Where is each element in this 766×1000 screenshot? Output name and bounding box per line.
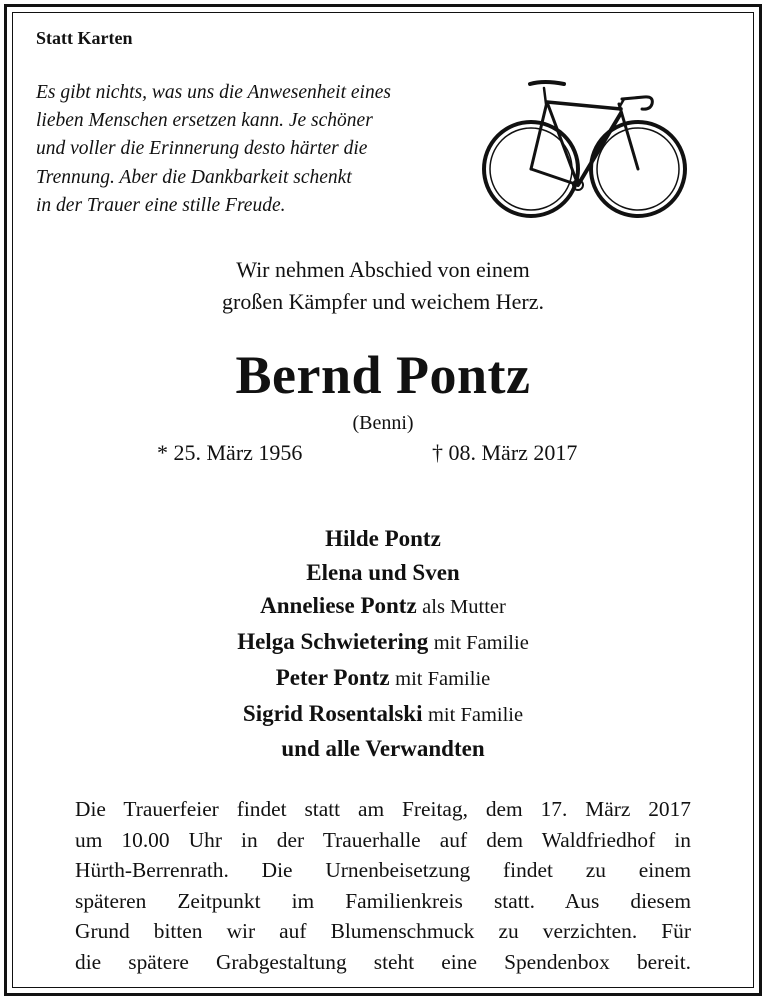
mourner-name: Helga Schwietering: [237, 629, 429, 655]
bicycle-icon: [474, 76, 696, 218]
funeral-line: späteren Zeitpunkt im Familienkreis statt. Aus diesem: [75, 888, 691, 913]
funeral-notice: [75, 794, 691, 978]
mourner-entry: [0, 732, 766, 766]
mourner-relation: mit Familie: [395, 667, 491, 690]
quote-line: Trennung. Aber die Dankbarkeit schenkt: [36, 166, 352, 188]
quote-line: in der Trauer eine stille Freude.: [36, 194, 286, 216]
mourner-relation: als Mutter: [422, 596, 506, 619]
mourner-name: Sigrid Rosentalski: [242, 700, 423, 726]
mourner-entry: [0, 589, 766, 625]
funeral-line: um 10.00 Uhr in der Trauerhalle auf dem Waldfriedhof in: [75, 827, 691, 852]
birth-date: * 25. März 1956: [157, 440, 303, 465]
deceased-name: Bernd Pontz: [235, 345, 531, 405]
mourner-relation: mit Familie: [427, 703, 524, 726]
mourner-entry: [0, 625, 766, 661]
mourner-name: und alle Verwandten: [281, 736, 485, 762]
death-date: † 08. März 2017: [432, 440, 578, 465]
mourner-name: Elena und Sven: [306, 559, 460, 585]
funeral-line: Die Trauerfeier findet statt am Freitag, dem 17. März 2017: [75, 797, 691, 821]
mourner-entry: [0, 697, 766, 733]
funeral-line: die spätere Grabgestaltung steht eine Spendenbox bereit.: [75, 949, 691, 974]
mourner-relation: mit Familie: [433, 632, 529, 655]
mourner-entry: [0, 661, 766, 697]
quote-line: und voller die Erinnerung desto härter die: [36, 138, 368, 160]
deceased-nickname: (Benni): [352, 412, 414, 434]
mourner-entry: [0, 522, 766, 556]
mourner-name: Anneliese Pontz: [260, 593, 417, 619]
farewell-line: Wir nehmen Abschied von einem: [236, 257, 530, 282]
quote-block: [36, 79, 391, 220]
mourner-name: Hilde Pontz: [325, 526, 441, 551]
farewell-line: großen Kämpfer und weichem Herz.: [222, 289, 544, 314]
mourner-entry: [0, 556, 766, 590]
mourners-list: [0, 522, 766, 766]
quote-line: lieben Menschen ersetzen kann. Je schöner: [36, 110, 373, 132]
funeral-line: Hürth-Berrenrath. Die Urnenbeisetzung findet zu einem: [75, 858, 691, 883]
quote-line: Es gibt nichts, was uns die Anwesenheit eines: [36, 82, 391, 103]
farewell-text: [0, 254, 766, 318]
mourner-name: Peter Pontz: [275, 664, 390, 690]
funeral-line: Grund bitten wir auf Blumenschmuck zu verzichten. Für: [75, 919, 691, 944]
statt-karten-label: Statt Karten: [36, 28, 133, 48]
